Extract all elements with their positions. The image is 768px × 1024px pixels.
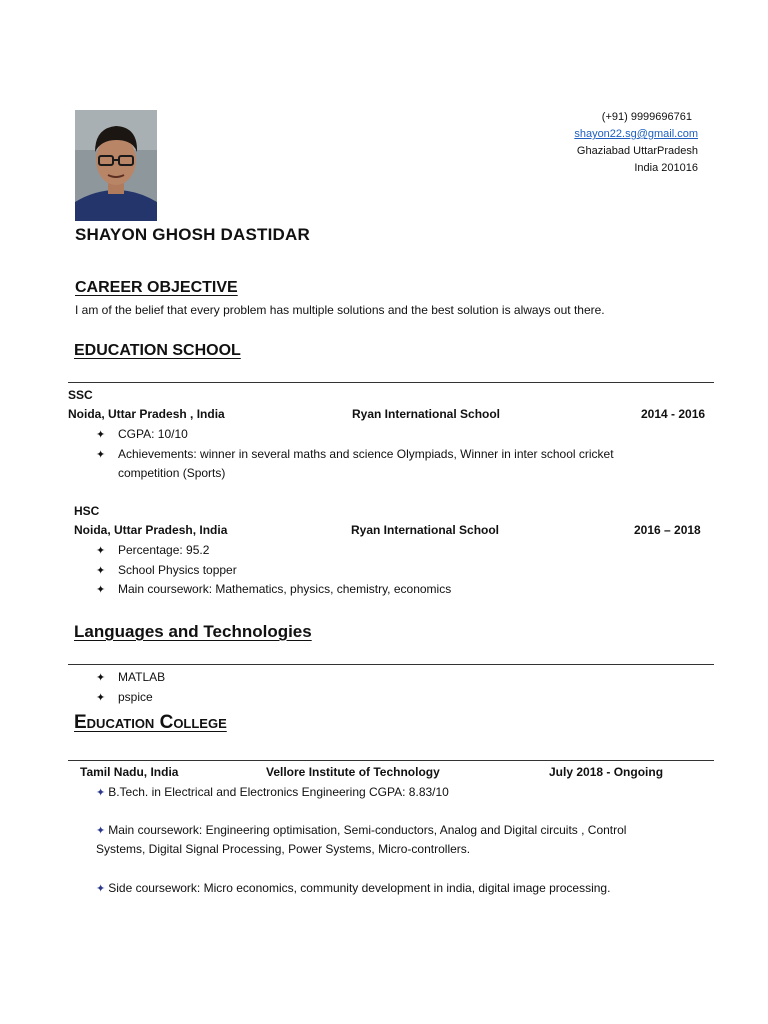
list-item: ✦ Achievements: winner in several maths and science Olympiads, Winner in inter school cricket [96, 445, 614, 466]
list-item-continuation: Systems, Digital Signal Processing, Power Systems, Micro-controllers. [96, 842, 471, 856]
four-point-star-icon: ✦ [96, 883, 106, 895]
profile-photo [75, 110, 157, 221]
career-objective-heading: CAREER OBJECTIVE [75, 279, 238, 296]
address-country: India 201016 [634, 162, 698, 174]
four-point-star-icon: ✦ [96, 825, 106, 837]
list-item: ✦ CGPA: 10/10 [96, 425, 188, 446]
ssc-institution: Ryan International School [352, 407, 501, 421]
phone-number: (+91) 9999696761 [601, 111, 692, 123]
list-item: ✦ School Physics topper [96, 561, 237, 582]
four-point-star-icon: ✦ [96, 584, 106, 596]
hsc-years: 2016 – 2018 [634, 523, 701, 537]
four-point-star-icon: ✦ [96, 787, 106, 799]
four-point-star-icon: ✦ [96, 545, 106, 557]
section-divider [68, 382, 714, 383]
list-item: ✦ MATLAB [96, 668, 165, 689]
person-portrait-icon [75, 110, 157, 221]
four-point-star-icon: ✦ [96, 429, 106, 441]
college-location: Tamil Nadu, India [80, 765, 179, 779]
list-item: ✦ Percentage: 95.2 [96, 541, 209, 562]
ssc-label: SSC [68, 388, 93, 402]
college-institution: Vellore Institute of Technology [266, 765, 440, 779]
hsc-label: HSC [74, 504, 100, 518]
education-college-heading: Education College [74, 712, 227, 733]
four-point-star-icon: ✦ [96, 692, 106, 704]
contact-block [574, 109, 698, 177]
education-school-heading: EDUCATION SCHOOL [74, 342, 241, 359]
address-city: Ghaziabad UttarPradesh [576, 145, 698, 157]
four-point-star-icon: ✦ [96, 565, 106, 577]
list-item: ✦ Side coursework: Micro economics, community development in india, digital image processing. [96, 879, 610, 900]
four-point-star-icon: ✦ [96, 672, 106, 684]
candidate-name: SHAYON GHOSH DASTIDAR [75, 225, 310, 244]
list-item: ✦ pspice [96, 688, 153, 709]
ssc-location: Noida, Uttar Pradesh , India [68, 407, 225, 421]
languages-heading: Languages and Technologies [74, 622, 312, 641]
college-years: July 2018 - Ongoing [549, 765, 664, 779]
email-link[interactable]: shayon22.sg@gmail.com [574, 128, 698, 140]
hsc-institution: Ryan International School [351, 523, 500, 537]
hsc-location: Noida, Uttar Pradesh, India [74, 523, 228, 537]
list-item: ✦ Main coursework: Engineering optimisation, Semi-conductors, Analog and Digital circuits , Control [96, 821, 626, 842]
list-item: ✦ B.Tech. in Electrical and Electronics Engineering CGPA: 8.83/10 [96, 783, 449, 804]
four-point-star-icon: ✦ [96, 449, 106, 461]
section-divider [68, 760, 714, 761]
ssc-years: 2014 - 2016 [641, 407, 706, 421]
list-item: ✦ Main coursework: Mathematics, physics, chemistry, economics [96, 580, 451, 601]
list-item-continuation: competition (Sports) [118, 466, 226, 480]
section-divider [68, 664, 714, 665]
career-objective-text: I am of the belief that every problem has multiple solutions and the best solution is always out there. [75, 303, 605, 317]
